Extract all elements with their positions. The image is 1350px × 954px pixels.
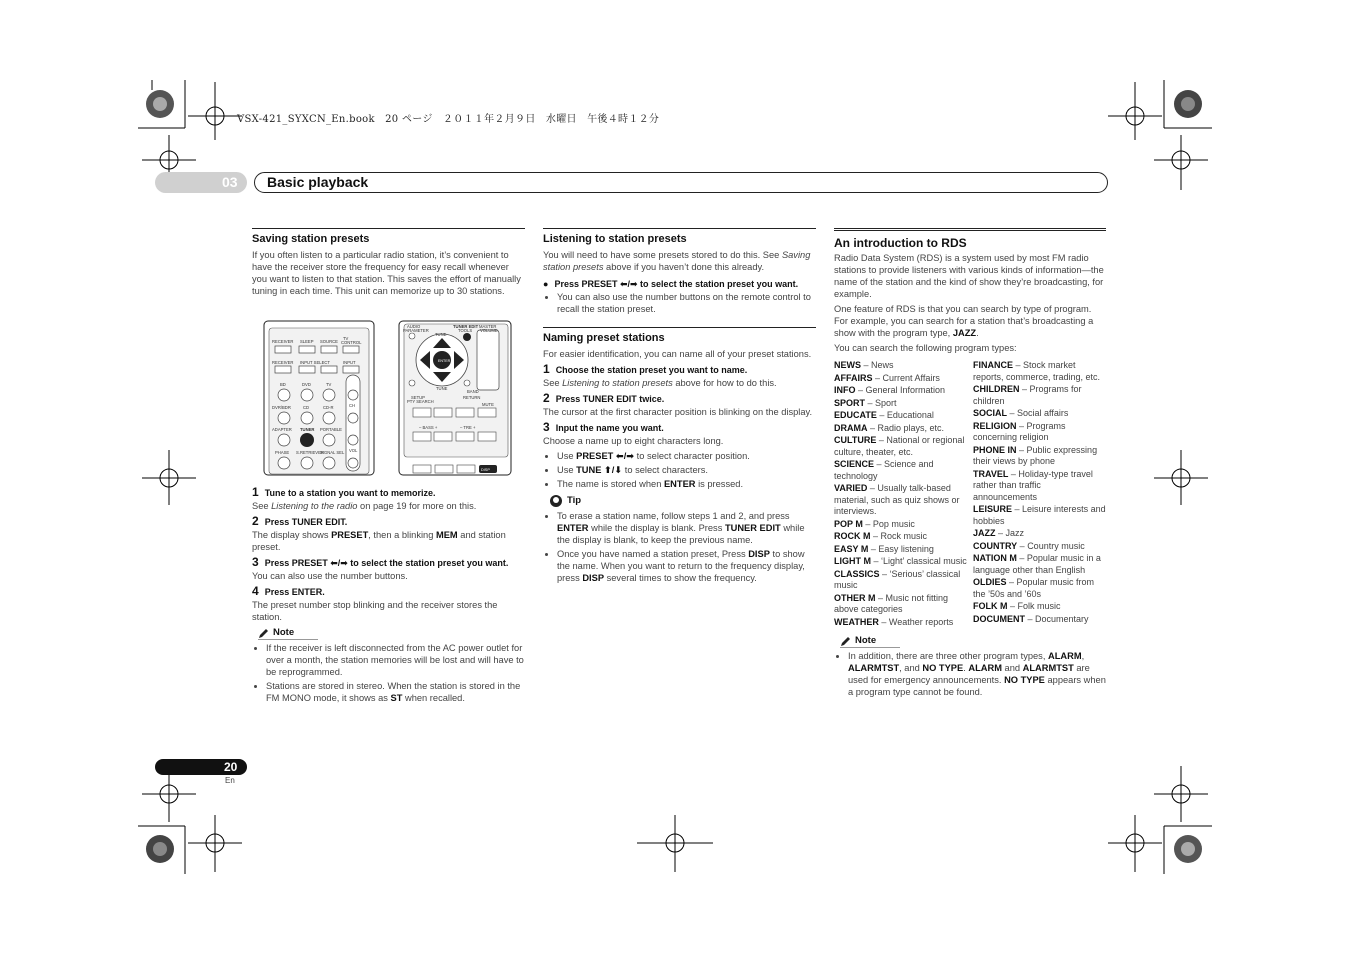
- svg-text:TUNER EDIT: TUNER EDIT: [453, 324, 479, 329]
- chapter-title: Basic playback: [267, 174, 369, 190]
- svg-text:CD: CD: [303, 405, 310, 410]
- program-type-item: SPORT – Sport: [834, 397, 897, 408]
- program-type-item: CLASSICS – ‘Serious’ classical music: [834, 568, 961, 590]
- program-type-item: INFO – General Information: [834, 385, 946, 395]
- list-item: • If the receiver is left disconnected from the AC power outlet for over a month, the station memories will be lost and will have to be reprogrammed.: [266, 642, 525, 678]
- program-type-item: OLDIES – Popular music from the ’50s and ’60s: [973, 577, 1095, 599]
- naming-tips-list: [543, 510, 816, 584]
- saving-step-3: 3 Press PRESET ⬅/➡ to select the station preset you want.: [252, 555, 509, 569]
- print-meta: VSX-421_SYXCN_En.book 20 ページ ２０１１年２月９日 水曜日 午後４時１２分: [237, 114, 660, 125]
- svg-text:– BASS +: – BASS +: [419, 425, 438, 430]
- program-type-item: WEATHER – Weather reports: [834, 616, 954, 627]
- listening-sublist: [543, 291, 816, 315]
- program-type-item: CHILDREN – Programs for children: [973, 384, 1082, 406]
- svg-text:PORTABLE: PORTABLE: [320, 427, 342, 432]
- list-item: • In addition, there are three other program types, ALARM, ALARMTST, and NO TYPE. ALARM and ALARMTST are used for emergency announcements. NO TYPE appears when a program type cannot be found.: [848, 650, 1106, 698]
- program-type-item: EDUCATE – Educational: [834, 410, 934, 420]
- svg-text:PHASE: PHASE: [275, 450, 290, 455]
- program-type-item: FINANCE – Stock market reports, commerce, trading, etc.: [973, 360, 1101, 382]
- saving-step-4: 4 Press ENTER.: [252, 584, 325, 598]
- program-type-item: CULTURE – National or regional culture, theater, etc.: [834, 435, 965, 457]
- svg-text:DVD: DVD: [302, 382, 311, 387]
- heading-saving-station-presets: Saving station presets: [252, 233, 370, 245]
- svg-text:TOOLS: TOOLS: [458, 328, 473, 333]
- chapter-bar: [254, 172, 1108, 193]
- list-item: • Stations are stored in stereo. When the station is stored in the FM MONO mode, it shows as ST when recalled.: [266, 680, 525, 704]
- rds-p3: You can search the following program types:: [834, 343, 1017, 353]
- svg-text:BD: BD: [280, 382, 286, 387]
- list-item: • Use TUNE ⬆/⬇ to select characters.: [557, 464, 816, 476]
- svg-text:PTY SEARCH: PTY SEARCH: [407, 399, 434, 404]
- program-type-item: NATION M – Popular music in a language other than English: [973, 553, 1101, 575]
- svg-text:ADAPTER: ADAPTER: [272, 427, 292, 432]
- remote-control-illustration: [263, 320, 512, 476]
- naming-step-2: 2 Press TUNER EDIT twice.: [543, 391, 665, 405]
- svg-text:SOURCE: SOURCE: [320, 339, 338, 344]
- lightbulb-tip-icon: [549, 494, 563, 508]
- column-rule: [543, 228, 816, 229]
- svg-text:PARAMETER: PARAMETER: [403, 328, 429, 333]
- svg-text:S.RETRIEVER: S.RETRIEVER: [296, 450, 324, 455]
- program-type-item: NEWS – News: [834, 360, 894, 370]
- naming-controls-list: [543, 450, 816, 490]
- tip-heading: Tip: [549, 494, 609, 508]
- svg-text:CH: CH: [349, 403, 356, 408]
- saving-step-2-body: The display shows PRESET, then a blinking MEM and station preset.: [252, 530, 506, 552]
- svg-text:TUNER: TUNER: [300, 427, 315, 432]
- program-type-item: AFFAIRS – Current Affairs: [834, 372, 940, 383]
- list-item: • Use PRESET ⬅/➡ to select character position.: [557, 450, 816, 462]
- pencil-note-icon: [840, 636, 851, 647]
- rds-p1: Radio Data System (RDS) is a system used by most FM radio stations to provide listeners with various kinds of information—the name of the station and the kind of show they’re broadcasting, for example.: [834, 253, 1104, 299]
- svg-text:SETUP: SETUP: [411, 395, 425, 400]
- svg-text:VOL: VOL: [349, 448, 358, 453]
- page-number: 20: [224, 760, 238, 774]
- program-type-item: DOCUMENT – Documentary: [973, 613, 1089, 624]
- program-type-item: TRAVEL – Holiday-type travel rather than traffic announcements: [973, 468, 1093, 502]
- svg-text:CD-R: CD-R: [323, 405, 334, 410]
- program-type-item: POP M – Pop music: [834, 518, 915, 529]
- saving-step-3-body: You can also use the number buttons.: [252, 571, 408, 581]
- column-saving-presets: [252, 228, 525, 300]
- list-item: • Once you have named a station preset, Press DISP to show the name. When you want to return to the frequency display, press DISP several times to show the frequency.: [557, 548, 816, 584]
- program-type-item: JAZZ – Jazz: [973, 528, 1025, 538]
- svg-text:VOLUME: VOLUME: [480, 328, 498, 333]
- saving-step-1: 1 Tune to a station you want to memorize.: [252, 485, 436, 499]
- note-heading: Note: [840, 635, 900, 648]
- list-item: • To erase a station name, follow steps 1 and 2, and press ENTER while the display is blank. Press TUNER EDIT while the display is blank, to keep the previous name.: [557, 510, 816, 546]
- saving-step-1-body: See Listening to the radio on page 19 for more on this.: [252, 501, 477, 511]
- svg-text:TV: TV: [343, 336, 349, 341]
- svg-text:TUNE: TUNE: [435, 332, 447, 337]
- column-listening-naming: [543, 228, 816, 587]
- program-type-item: PHONE IN – Public expressing their views by phone: [973, 444, 1098, 466]
- column-rds-intro: [834, 228, 1106, 701]
- program-types-grid: [834, 360, 1106, 629]
- program-type-item: RELIGION – Programs concerning religion: [973, 420, 1066, 442]
- program-type-item: SCIENCE – Science and technology: [834, 459, 934, 481]
- program-type-item: DRAMA – Radio plays, etc.: [834, 422, 945, 433]
- rds-p2: One feature of RDS is that you can search by type of program. For example, you can search for a station that’s broadcasting a show with the program type, JAZZ.: [834, 304, 1094, 338]
- list-item: • The name is stored when ENTER is pressed.: [557, 478, 816, 490]
- heading-intro-rds: An introduction to RDS: [834, 236, 967, 250]
- saving-step-4-body: The preset number stop blinking and the receiver stores the station.: [252, 600, 498, 622]
- svg-text:INPUT: INPUT: [343, 360, 356, 365]
- program-type-item: COUNTRY – Country music: [973, 540, 1085, 551]
- svg-text:– TRE +: – TRE +: [460, 425, 476, 430]
- svg-text:SLEEP: SLEEP: [300, 339, 314, 344]
- naming-step-1-body: See Listening to station presets above for how to do this.: [543, 378, 777, 388]
- heading-listening-station-presets: Listening to station presets: [543, 233, 687, 245]
- listening-step: ● Press PRESET ⬅/➡ to select the station preset you want.: [543, 279, 799, 289]
- saving-steps: [252, 483, 525, 707]
- program-types-left: [834, 360, 967, 629]
- column-double-rule: [834, 228, 1106, 231]
- program-type-item: SOCIAL – Social affairs: [973, 408, 1069, 418]
- saving-step-2: 2 Press TUNER EDIT.: [252, 514, 348, 528]
- pencil-note-icon: [258, 628, 269, 639]
- column-rule: [252, 228, 525, 229]
- svg-text:DVR/BDR: DVR/BDR: [272, 405, 291, 410]
- rds-notes-list: [834, 650, 1106, 698]
- program-types-right: [973, 360, 1106, 629]
- program-type-item: ROCK M – Rock music: [834, 531, 928, 541]
- program-type-item: EASY M – Easy listening: [834, 543, 934, 554]
- program-type-item: FOLK M – Folk music: [973, 601, 1061, 611]
- heading-naming-preset-stations: Naming preset stations: [543, 332, 665, 344]
- svg-text:BAND: BAND: [467, 389, 479, 394]
- chapter-number: 03: [222, 174, 238, 190]
- program-type-item: OTHER M – Music not fitting above categories: [834, 592, 949, 614]
- note-heading: Note: [258, 627, 318, 640]
- svg-text:MASTER: MASTER: [479, 324, 497, 329]
- saving-notes-list: [252, 642, 525, 704]
- svg-text:TUNE: TUNE: [436, 386, 448, 391]
- svg-text:RECEIVER: RECEIVER: [272, 339, 294, 344]
- svg-text:RECEIVER: RECEIVER: [272, 360, 294, 365]
- listening-intro: You will need to have some presets stored to do this. See Saving station presets above if you haven’t done this already.: [543, 250, 811, 272]
- svg-text:AUDIO: AUDIO: [407, 324, 421, 329]
- saving-intro: If you often listen to a particular radio station, it’s convenient to have the receiver store the frequency for easy recall whenever you want to listen to that station. This saves the effort of manually tuning in each time. This unit can memorize up to 30 stations.: [252, 250, 521, 296]
- svg-text:RETURN: RETURN: [463, 395, 481, 400]
- svg-text:TV: TV: [326, 382, 332, 387]
- svg-text:SIGNAL SEL: SIGNAL SEL: [320, 450, 345, 455]
- list-item: • You can also use the number buttons on the remote control to recall the station preset.: [557, 291, 816, 315]
- program-type-item: LEISURE – Leisure interests and hobbies: [973, 504, 1106, 526]
- svg-text:MUTE: MUTE: [482, 402, 494, 407]
- svg-text:DISP: DISP: [481, 468, 490, 472]
- naming-intro: For easier identification, you can name all of your preset stations.: [543, 349, 812, 359]
- svg-text:CONTROL: CONTROL: [341, 340, 362, 345]
- svg-text:INPUT SELECT: INPUT SELECT: [300, 360, 330, 365]
- page-language: En: [225, 776, 235, 785]
- svg-text:ENTER: ENTER: [438, 359, 451, 363]
- program-type-item: VARIED – Usually talk-based material, such as quiz shows or interviews.: [834, 483, 960, 516]
- naming-step-3-body: Choose a name up to eight characters long.: [543, 436, 724, 446]
- column-rule: [543, 327, 816, 328]
- naming-step-1: 1 Choose the station preset you want to name.: [543, 362, 748, 376]
- program-type-item: LIGHT M – ‘Light’ classical music: [834, 556, 967, 566]
- naming-step-3: 3 Input the name you want.: [543, 420, 664, 434]
- naming-step-2-body: The cursor at the first character position is blinking on the display.: [543, 407, 813, 417]
